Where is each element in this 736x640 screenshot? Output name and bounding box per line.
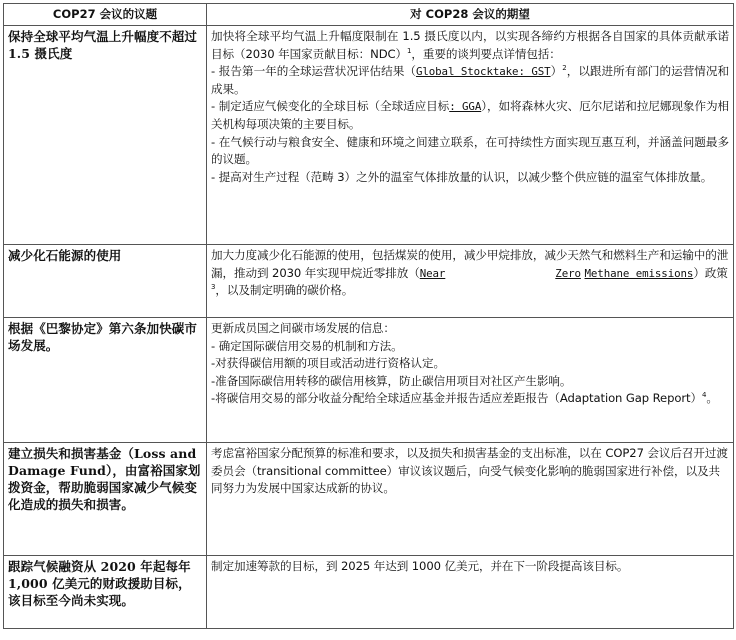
expectation-cell — [207, 443, 734, 556]
expectation-bullet — [211, 63, 729, 98]
expectation-cell — [207, 318, 734, 443]
expectation-intro — [211, 28, 729, 63]
expectation-text: ，以跟进所有部门的运营情况和成果。 — [211, 64, 729, 96]
gga-link[interactable]: : GGA — [449, 100, 482, 114]
topic-cell — [4, 26, 207, 245]
near-zero-link[interactable]: Near — [419, 266, 446, 280]
topic-text: 根据《巴黎协定》第六条加快碳市场发展。 — [8, 321, 198, 353]
expectation-text: ），如将森林火灾、厄尔尼诺和拉尼娜现象作为相关机构每项决策的主要目标。 — [211, 99, 729, 131]
table-row — [4, 443, 734, 556]
header-cop27-topics: COP27 会议的议题 — [4, 4, 207, 26]
expectation-text: - 报告第一年的全球运营状况评估结果（ — [211, 64, 416, 79]
expectation-text: ，以及制定明确的碳价格。 — [215, 283, 354, 298]
expectation-text: 考虑富裕国家分配预算的标准和要求，以及损失和损害基金的支出标准，以在 COP27 会议后召开过渡委员会（transitional committee）审议该议题后，向受气候变化影响的脆弱国家进行补偿，以及共同努力为发展中国家达成新的协议。 — [211, 446, 728, 496]
header-cop28-expectations: 对 COP28 会议的期望 — [207, 4, 734, 26]
expectation-text: 制定加速筹款的目标，到 2025 年达到 1000 亿美元，并在下一阶段提高该目标。 — [211, 559, 629, 573]
expectation-cell — [207, 26, 734, 245]
topic-cell — [4, 245, 207, 318]
methane-emissions-link[interactable]: Methane emissions — [584, 266, 694, 280]
expectation-line: 更新成员国之间碳市场发展的信息： — [211, 321, 395, 335]
topic-text: 建立损失和损害基金（Loss and Damage Fund），由富裕国家划拨资金，帮助脆弱国家减少气候变化造成的损失和损害。 — [8, 446, 201, 512]
footnote-ref: 4 — [701, 391, 707, 400]
expectation-text: 加快将全球平均气温上升幅度限制在 1.5 摄氏度以内，以实现各缔约方根据各自国家的具体贡献承诺目标（2030 年国家贡献目标：NDC） — [211, 29, 729, 61]
table-row — [4, 318, 734, 443]
expectation-text: 。 — [706, 391, 718, 406]
expectation-text: ）政策 — [693, 265, 728, 280]
expectation-text — [211, 247, 729, 300]
expectation-cell — [207, 245, 734, 318]
table-row — [4, 556, 734, 629]
expectation-bullet: - 在气候行动与粮食安全、健康和环境之间建立联系，在可持续性方面实现互惠互利，并涵盖问题最多的议题。 — [211, 134, 729, 167]
expectation-line: -对获得碳信用额的项目或活动进行资格认定。 — [211, 356, 445, 371]
topic-cell — [4, 318, 207, 443]
expectation-text: - 制定适应气候变化的全球目标（全球适应目标 — [211, 99, 450, 114]
expectation-text: 加大力度减少化石能源的使用，包括煤炭的使用，减少甲烷排放，减少天然气和燃料生产和运输中的泄漏，推动到 2030 年实现甲烷近零排放（ — [211, 248, 729, 280]
expectation-line: -准备国际碳信用转移的碳信用核算，防止碳信用项目对社区产生影响。 — [211, 373, 572, 388]
near-zero-link[interactable]: Zero — [555, 266, 581, 280]
footnote-ref: 2 — [562, 64, 567, 73]
topic-text: 跟踪气候融资从 2020 年起每年 1,000 亿美元的财政援助目标，该目标至今尚未实现。 — [8, 559, 191, 608]
expectation-bullet — [211, 98, 729, 133]
topic-text: 减少化石能源的使用 — [8, 248, 122, 263]
expectation-text: -将碳信用交易的部分收益分配给全球适应基金并报告适应差距报告（Adaptation Gap Report） — [211, 391, 702, 406]
expectation-text: ） — [550, 64, 563, 79]
footnote-ref: 1 — [407, 46, 412, 55]
footnote-ref: 3 — [211, 283, 216, 292]
expectation-bullet: - 提高对生产过程（范畴 3）之外的温室气体排放量的认识，以减少整个供应链的温室气体排放量。 — [211, 169, 713, 184]
table-header-row — [4, 4, 734, 26]
cop-agenda-table — [3, 3, 734, 629]
table-row — [4, 26, 734, 245]
topic-cell — [4, 443, 207, 556]
topic-cell — [4, 556, 207, 629]
expectation-line: - 确定国际碳信用交易的机制和方法。 — [211, 338, 403, 353]
gst-link[interactable]: Global Stocktake: GST — [415, 65, 551, 79]
table-row — [4, 245, 734, 318]
expectation-line — [211, 390, 729, 408]
expectation-text: ，重要的谈判要点详情包括： — [411, 46, 561, 61]
expectation-cell — [207, 556, 734, 629]
topic-text: 保持全球平均气温上升幅度不超过 1.5 摄氏度 — [8, 29, 198, 61]
